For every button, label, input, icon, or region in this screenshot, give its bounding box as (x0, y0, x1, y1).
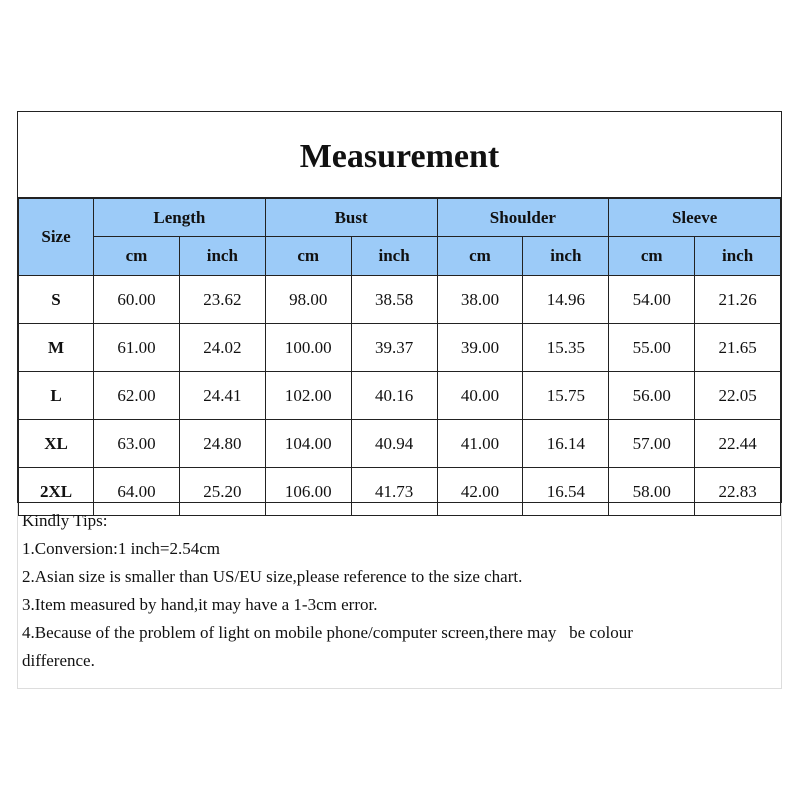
value-cell: 60.00 (94, 276, 180, 324)
size-cell: S (19, 276, 94, 324)
value-cell: 38.00 (437, 276, 523, 324)
unit-header: cm (609, 237, 695, 276)
value-cell: 61.00 (94, 324, 180, 372)
header-row-units (19, 237, 781, 276)
value-cell: 56.00 (609, 372, 695, 420)
value-cell: 22.83 (695, 468, 781, 516)
value-cell: 98.00 (265, 276, 351, 324)
value-cell: 21.26 (695, 276, 781, 324)
value-cell: 58.00 (609, 468, 695, 516)
value-cell: 63.00 (94, 420, 180, 468)
table-row (19, 420, 781, 468)
table-row (19, 276, 781, 324)
tip-line: 2.Asian size is smaller than US/EU size,please reference to the size chart. (22, 567, 523, 586)
value-cell: 21.65 (695, 324, 781, 372)
tip-line: difference. (22, 651, 95, 670)
unit-header: inch (179, 237, 265, 276)
size-cell: M (19, 324, 94, 372)
kindly-tips (17, 503, 782, 689)
value-cell: 41.73 (351, 468, 437, 516)
value-cell: 100.00 (265, 324, 351, 372)
value-cell: 14.96 (523, 276, 609, 324)
unit-header: cm (94, 237, 180, 276)
value-cell: 24.02 (179, 324, 265, 372)
unit-header: cm (265, 237, 351, 276)
value-cell: 104.00 (265, 420, 351, 468)
unit-header: inch (523, 237, 609, 276)
value-cell: 22.44 (695, 420, 781, 468)
value-cell: 15.35 (523, 324, 609, 372)
value-cell: 55.00 (609, 324, 695, 372)
tip-line: 4.Because of the problem of light on mobile phone/computer screen,there may be colour (22, 623, 633, 642)
value-cell: 39.37 (351, 324, 437, 372)
value-cell: 39.00 (437, 324, 523, 372)
size-header: Size (19, 199, 94, 276)
size-chart (17, 111, 782, 503)
tip-line: 1.Conversion:1 inch=2.54cm (22, 539, 220, 558)
value-cell: 54.00 (609, 276, 695, 324)
measurement-table (18, 198, 781, 516)
group-header-bust: Bust (265, 199, 437, 237)
unit-header: inch (695, 237, 781, 276)
group-header-sleeve: Sleeve (609, 199, 781, 237)
size-cell: XL (19, 420, 94, 468)
group-header-shoulder: Shoulder (437, 199, 609, 237)
chart-title: Measurement (18, 112, 781, 198)
tips-heading: Kindly Tips: (22, 511, 108, 530)
table-row (19, 372, 781, 420)
value-cell: 16.54 (523, 468, 609, 516)
table-row (19, 324, 781, 372)
value-cell: 40.00 (437, 372, 523, 420)
value-cell: 40.94 (351, 420, 437, 468)
value-cell: 15.75 (523, 372, 609, 420)
value-cell: 42.00 (437, 468, 523, 516)
value-cell: 16.14 (523, 420, 609, 468)
value-cell: 62.00 (94, 372, 180, 420)
value-cell: 22.05 (695, 372, 781, 420)
size-cell: L (19, 372, 94, 420)
value-cell: 102.00 (265, 372, 351, 420)
value-cell: 23.62 (179, 276, 265, 324)
value-cell: 40.16 (351, 372, 437, 420)
group-header-length: Length (94, 199, 266, 237)
value-cell: 24.41 (179, 372, 265, 420)
value-cell: 41.00 (437, 420, 523, 468)
size-cell: 2XL (19, 468, 94, 516)
unit-header: cm (437, 237, 523, 276)
unit-header: inch (351, 237, 437, 276)
value-cell: 106.00 (265, 468, 351, 516)
header-row-groups (19, 199, 781, 237)
value-cell: 64.00 (94, 468, 180, 516)
value-cell: 25.20 (179, 468, 265, 516)
tip-line: 3.Item measured by hand,it may have a 1-3cm error. (22, 595, 378, 614)
value-cell: 38.58 (351, 276, 437, 324)
value-cell: 57.00 (609, 420, 695, 468)
value-cell: 24.80 (179, 420, 265, 468)
